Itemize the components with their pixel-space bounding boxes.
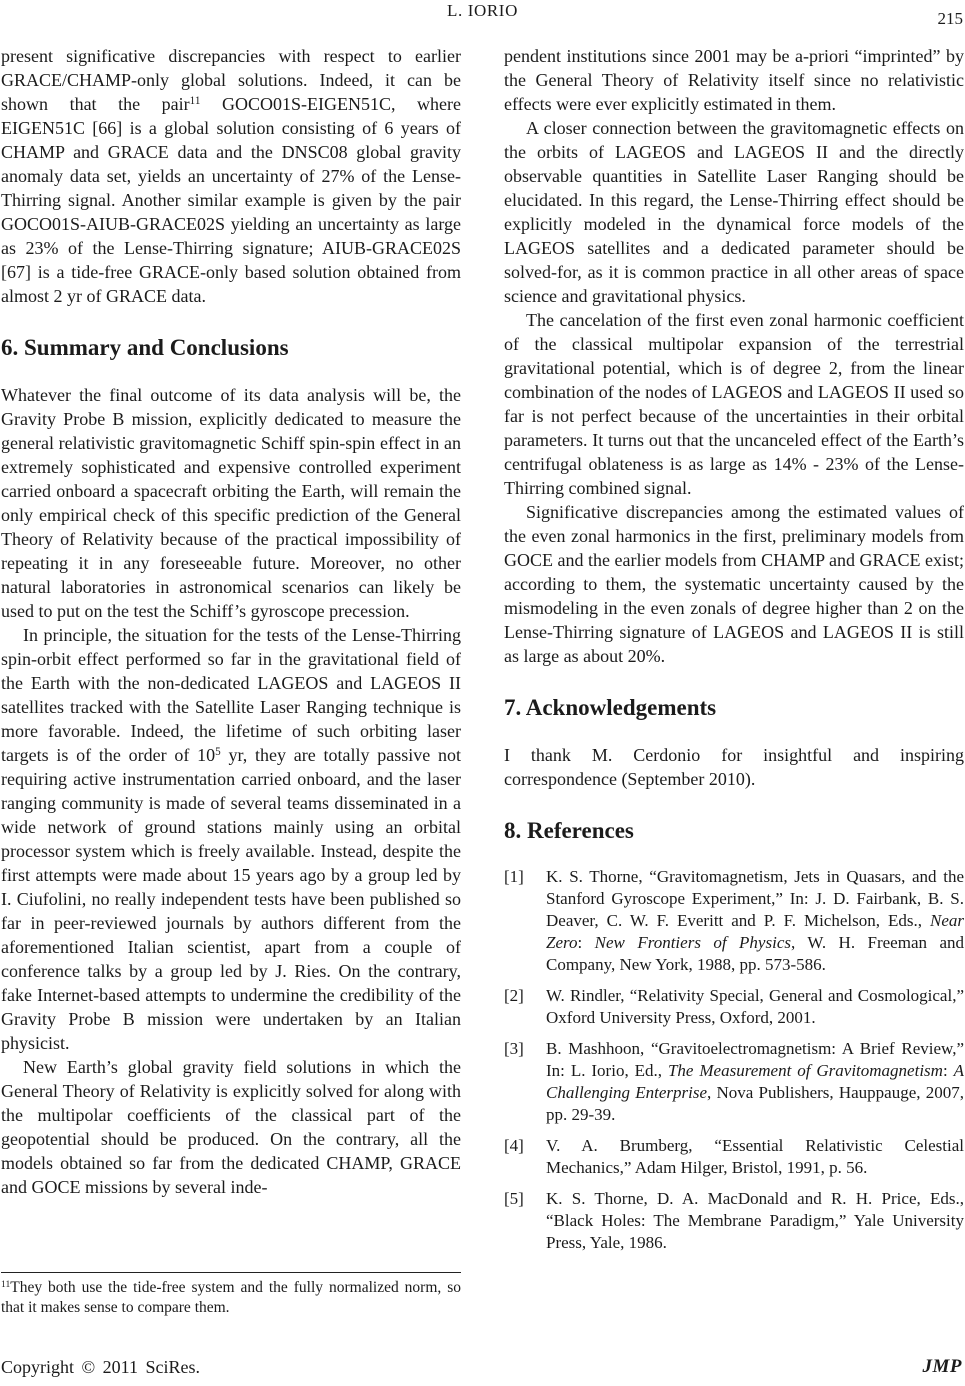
paragraph-new-gravity-field-solutions: New Earth’s global gravity field solutions in which the General Theory of Relativity is explicitly solved for along with the multipolar coefficients of the classical part of the geopotential should be produced. On the contrary, all the models obtained so far from the dedicated CHAMP, GRACE and GOCE missions by several inde-: [1, 1057, 461, 1197]
reference-text: K. S. Thorne, “Gravitomagnetism, Jets in Quasars, and the Stanford Gyroscope Experiment,” In: J. D. Fairbank, B. S. Deaver, C. W. F. Everitt and P. F. Michelson, Eds., Near Zero: New Frontiers of Physics, W. H. Freeman and Company, New York, 1988, pp. 573-586.: [546, 867, 964, 974]
reference-item-2: [504, 985, 964, 1029]
page-number: 215: [937, 9, 963, 28]
copyright-notice: Copyright © 2011 SciRes.: [1, 1357, 201, 1377]
reference-text: W. Rindler, “Relativity Special, General and Cosmological,” Oxford University Press, Oxford, 2001.: [546, 986, 964, 1027]
reference-item-5: [504, 1188, 964, 1254]
reference-list: [504, 866, 964, 1254]
reference-label: [1]: [504, 867, 524, 886]
journal-abbreviation: JMP: [922, 1356, 962, 1377]
running-head-author: L. IORIO: [447, 1, 518, 20]
paragraph-cancelation-zonal-harmonic: The cancelation of the first even zonal harmonic coefficient of the classical multipolar expansion of the terrestrial gravitational potential, which is of degree 2, from the linear combination of the nodes of LAGEOS and LAGEOS II used so far is not perfect because of the uncertainties in their orbital parameters. It turns out that the uncanceled effect of the Earth’s centrifugal oblateness is as large as 14% - 23% of the Lense-Thirring combined signal.: [504, 310, 964, 498]
reference-item-1: [504, 866, 964, 976]
paragraph-lense-thirring-tests: In principle, the situation for the tests of the Lense-Thirring spin-orbit effect performed so far in the gravitational field of the Earth with the non-dedicated LAGEOS and LAGEOS II satellites tracked with the Satellite Laser Ranging technique is more favorable. Indeed, the lifetime of such orbiting laser targets is of the order of $10^5$ yr, they are totally passive not requiring active instrumentation carried onboard, and the laser ranging community is made of several teams disseminated in a wide network of ground stations mainly using an orbital processor system which is freely available. Instead, despite the first attempts were made about 15 years ago by a group led by I. Ciufolini, no really independent tests have been published so far in peer-reviewed journals by authors different from the aforementioned Italian scientist, apart from a couple of conference talks by a group led by J. Ries. On the contrary, fake Internet-based attempts to undermine the credibility of the Gravity Probe B mission were undertaken by an Italian physicist.: [1, 625, 461, 1053]
paragraph-acknowledgements: I thank M. Cerdonio for insightful and inspiring correspondence (September 2010).: [504, 745, 964, 789]
section-heading-summary-conclusions: 6. Summary and Conclusions: [1, 335, 289, 360]
section-heading-acknowledgements: 7. Acknowledgements: [504, 695, 717, 720]
paragraph-grace-champ-solutions: present significative discrepancies with respect to earlier GRACE/CHAMP-only global solutions. Indeed, it can be shown that the pair$^{11}$ GOCO01S-EIGEN51C, where EIGEN51C [66] is a global solution consisting of 6 years of CHAMP and GRACE data and the DNSC08 global gravity anomaly data set, yields an uncertainty of 27% of the Lense-Thirring signal. Another similar example is given by the pair GOCO01S-AIUB-GRACE02S yielding an uncertainty as large as 23% of the Lense-Thirring signature; AIUB-GRACE02S [67] is a tide-free GRACE-only based solution obtained from almost 2 yr of GRACE data.: [1, 46, 461, 306]
footnote-text: They both use the tide-free system and the fully normalized norm, so that it makes sense to compare them.: [1, 1279, 461, 1316]
reference-text: V. A. Brumberg, “Essential Relativistic Celestial Mechanics,” Adam Hilger, Bristol, 1991, p. 56.: [546, 1136, 964, 1177]
reference-label: [5]: [504, 1189, 524, 1208]
reference-text: K. S. Thorne, D. A. MacDonald and R. H. Price, Eds., “Black Holes: The Membrane Paradigm,” Yale University Press, Yale, 1986.: [546, 1189, 964, 1252]
reference-item-3: [504, 1038, 964, 1126]
paragraph-significative-discrepancies: Significative discrepancies among the estimated values of the even zonal harmonics in the first, preliminary models from GOCE and the earlier models from CHAMP and GRACE exist; according to them, the systematic uncertainty caused by the mismodeling in the even zonals of degree higher than 2 on the Lense-Thirring signature of LAGEOS and LAGEOS II is still as large as about 20%.: [504, 502, 964, 666]
left-column: [1, 44, 461, 1270]
reference-label: [3]: [504, 1039, 524, 1058]
right-column: [504, 44, 964, 1378]
paragraph-gravity-probe-b: Whatever the final outcome of its data analysis will be, the Gravity Probe B mission, explicitly dedicated to measure the general relativistic gravitomagnetic Schiff spin-spin effect in an extremely sophisticated and expensive controlled experiment carried onboard a spacecraft orbiting the Earth, will remain the only empirical check of this specific prediction of the General Theory of Relativity because of the practical impossibility of repeating it in any foreseeable future. Moreover, no other natural laboratories in astronomical scenarios can likely be used to put on the test the Schiff’s gyroscope precession.: [1, 385, 461, 621]
footnote: [1, 1272, 461, 1318]
reference-label: [4]: [504, 1136, 524, 1155]
paragraph-closer-connection: A closer connection between the gravitomagnetic effects on the orbits of LAGEOS and LAGEOS II and the directly observable quantities in Satellite Laser Ranging should be elucidated. In this regard, the Lense-Thirring effect should be explicitly modeled in the dynamical force models of the LAGEOS satellites and a dedicated parameter should be solved-for, as it is common practice in all other areas of space science and gravitational physics.: [504, 118, 964, 306]
section-heading-references: 8. References: [504, 818, 634, 843]
reference-label: [2]: [504, 986, 524, 1005]
paragraph-pendent-institutions: pendent institutions since 2001 may be a-priori “imprinted” by the General Theory of Relativity itself since no relativistic effects were ever explicitly estimated in them.: [504, 46, 964, 114]
reference-text: B. Mashhoon, “Gravitoelectromagnetism: A Brief Review,” In: L. Iorio, Ed., The Measurement of Gravitomagnetism: A Challenging Enterprise, Nova Publishers, Hauppauge, 2007, pp. 29-39.: [546, 1039, 964, 1124]
reference-item-4: [504, 1135, 964, 1179]
footnote-marker: 11: [1, 1278, 11, 1290]
